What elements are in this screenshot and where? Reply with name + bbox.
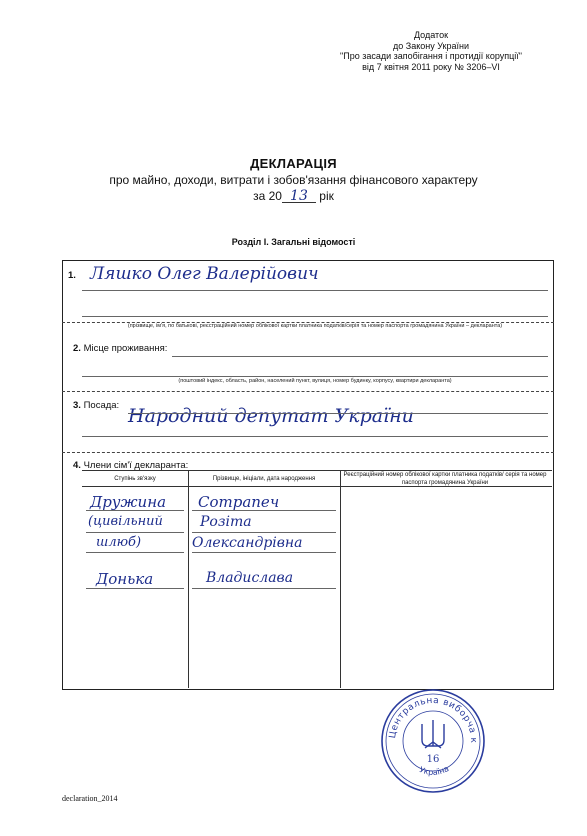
name-underline-2 — [82, 316, 548, 317]
annex-header — [300, 30, 562, 72]
svg-text:Центральна виборча комісія: Центральна виборча к — [387, 695, 479, 744]
row-divider-3 — [62, 452, 554, 453]
family-header-relation: Ступінь зв'язку — [114, 476, 156, 482]
year-line — [0, 189, 587, 203]
official-stamp — [378, 686, 488, 796]
trident-icon — [422, 720, 444, 748]
family-header-tax-id: Реєстраційний номер облікової картки платника податків/ серія та номер паспорта громадянина України — [343, 472, 547, 486]
family-col-divider-2 — [340, 470, 341, 688]
family-label: Члени сім'ї декларанта: — [83, 460, 189, 471]
field-1-number: 1. — [68, 270, 76, 281]
year-value: 13 — [282, 190, 316, 203]
family-relation-4: Донька — [96, 570, 154, 588]
svg-text:Україна: Україна — [417, 763, 451, 778]
family-col-divider-1 — [188, 470, 189, 688]
relation-line-3 — [86, 552, 184, 553]
position-underline-2 — [82, 436, 548, 437]
family-name-2: Розіта — [200, 514, 252, 530]
position-label: Посада: — [83, 400, 120, 411]
position-value: Народний депутат України — [128, 405, 414, 427]
annex-line-3: "Про засади запобігання і протидії корупції" — [340, 51, 522, 61]
declarant-name: Ляшко Олег Валерійович — [90, 264, 319, 284]
relation-line-4 — [86, 588, 184, 589]
field-3-number: 3. — [73, 400, 81, 411]
position-underline — [128, 413, 548, 414]
field-4-number: 4. — [73, 460, 81, 471]
annex-line-1: Додаток — [413, 30, 449, 40]
document-title: ДЕКЛАРАЦІЯ — [250, 156, 337, 171]
annex-line-2: до Закону України — [393, 40, 469, 51]
residence-label: Місце проживання: — [83, 343, 168, 354]
name-underline — [82, 290, 548, 291]
footer-filename: declaration_2014 — [62, 794, 118, 803]
family-header-name: Прізвище, ініціали, дата народження — [212, 476, 316, 482]
name-line-3 — [192, 552, 336, 553]
field-2-label — [73, 343, 167, 354]
field-1-hint: (прізвище, ім'я, по батькові, реєстраційний номер облікової картки платника податків/серія та номер паспорта громадянина України – декларанта) — [127, 323, 503, 329]
family-name-4: Владислава — [206, 570, 294, 586]
family-relation-2: (цивільний — [88, 514, 163, 529]
name-line-4 — [192, 588, 336, 589]
svg-text:16: 16 — [426, 754, 440, 765]
annex-line-4: від 7 квітня 2011 року № 3206–VI — [362, 61, 500, 72]
family-relation-1: Дружина — [90, 493, 167, 511]
residence-underline-2 — [82, 376, 548, 377]
field-3-label — [73, 400, 119, 411]
year-prefix: за 20 — [253, 189, 282, 203]
section-title: Розділ І. Загальні відомості — [231, 237, 356, 247]
row-divider-2 — [62, 391, 554, 392]
stamp-seal-icon — [378, 686, 488, 796]
family-name-3: Олександрівна — [192, 535, 303, 551]
field-2-hint: (поштовий індекс, область, район, населений пункт, вулиця, номер будинку, корпусу, квартири декларанта) — [178, 378, 452, 384]
family-relation-3: шлюб) — [96, 535, 142, 550]
field-2-number: 2. — [73, 343, 81, 354]
family-table-top — [82, 470, 552, 471]
name-line-2 — [192, 532, 336, 533]
year-suffix: рік — [319, 189, 334, 203]
document-subtitle: про майно, доходи, витрати і зобов'язання фінансового характеру — [109, 173, 478, 187]
relation-line-2 — [86, 532, 184, 533]
family-name-1: Сотрапеч — [198, 493, 280, 511]
residence-underline — [172, 356, 548, 357]
